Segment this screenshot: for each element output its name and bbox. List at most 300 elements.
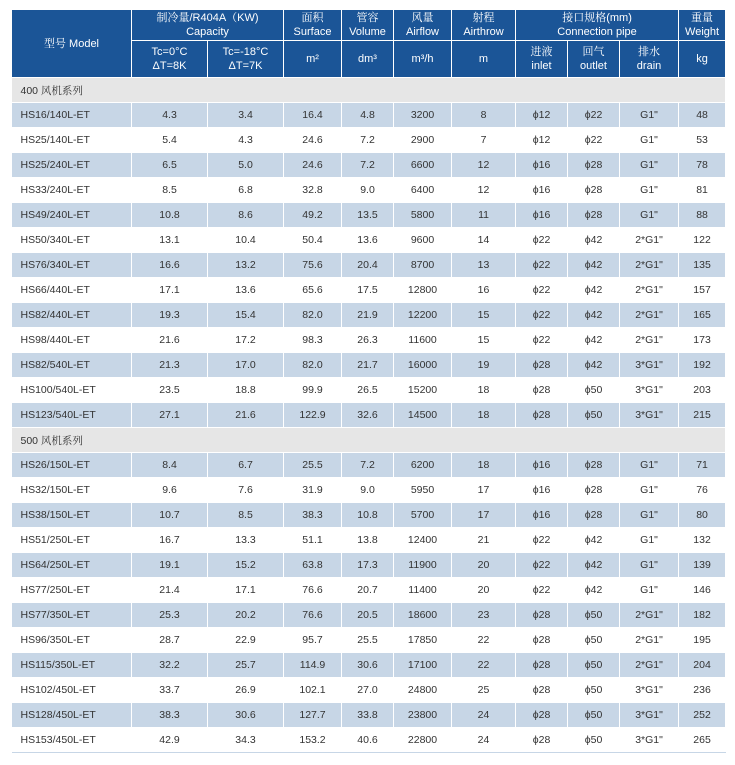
header-outlet: 回气 outlet — [568, 41, 620, 78]
cell-outlet: ϕ42 — [568, 303, 620, 328]
cell-capacity-tc0: 10.7 — [132, 503, 208, 528]
header-weight-unit: kg — [679, 41, 726, 78]
table-row — [12, 553, 726, 578]
cell-capacity-tc0: 16.6 — [132, 253, 208, 278]
cell-drain: 3*G1" — [620, 678, 679, 703]
table-row — [12, 253, 726, 278]
cell-capacity-tc18: 7.6 — [208, 478, 284, 503]
cell-airthrow: 15 — [452, 328, 516, 353]
cell-drain: G1" — [620, 478, 679, 503]
cell-volume: 7.2 — [342, 128, 394, 153]
cell-volume: 13.8 — [342, 528, 394, 553]
cell-airthrow: 18 — [452, 378, 516, 403]
cell-airthrow: 11 — [452, 203, 516, 228]
cell-capacity-tc0: 19.1 — [132, 553, 208, 578]
table-row — [12, 528, 726, 553]
cell-outlet: ϕ50 — [568, 603, 620, 628]
table-row — [12, 503, 726, 528]
cell-surface: 51.1 — [284, 528, 342, 553]
cell-capacity-tc18: 26.9 — [208, 678, 284, 703]
series-title: 400 风机系列 — [12, 78, 726, 103]
cell-volume: 30.6 — [342, 653, 394, 678]
header-surface-unit: m² — [284, 41, 342, 78]
cell-drain: 3*G1" — [620, 353, 679, 378]
cell-weight: 122 — [679, 228, 726, 253]
table-row — [12, 578, 726, 603]
table-row — [12, 353, 726, 378]
cell-outlet: ϕ50 — [568, 728, 620, 753]
cell-weight: 132 — [679, 528, 726, 553]
table-body — [12, 78, 726, 753]
cell-inlet: ϕ16 — [516, 453, 568, 478]
cell-model: HS82/540L-ET — [12, 353, 132, 378]
cell-airflow: 12200 — [394, 303, 452, 328]
cell-inlet: ϕ16 — [516, 503, 568, 528]
cell-capacity-tc18: 6.8 — [208, 178, 284, 203]
cell-volume: 32.6 — [342, 403, 394, 428]
cell-capacity-tc0: 16.7 — [132, 528, 208, 553]
cell-capacity-tc0: 17.1 — [132, 278, 208, 303]
table-row — [12, 178, 726, 203]
cell-airflow: 5950 — [394, 478, 452, 503]
cell-capacity-tc0: 5.4 — [132, 128, 208, 153]
cell-model: HS33/240L-ET — [12, 178, 132, 203]
cell-outlet: ϕ42 — [568, 228, 620, 253]
cell-drain: 2*G1" — [620, 628, 679, 653]
cell-weight: 157 — [679, 278, 726, 303]
cell-capacity-tc18: 17.2 — [208, 328, 284, 353]
cell-airflow: 11900 — [394, 553, 452, 578]
table-row — [12, 378, 726, 403]
cell-surface: 49.2 — [284, 203, 342, 228]
cell-outlet: ϕ42 — [568, 328, 620, 353]
cell-outlet: ϕ42 — [568, 578, 620, 603]
cell-model: HS115/350L-ET — [12, 653, 132, 678]
cell-airthrow: 23 — [452, 603, 516, 628]
cell-weight: 135 — [679, 253, 726, 278]
table-row — [12, 328, 726, 353]
cell-capacity-tc18: 13.2 — [208, 253, 284, 278]
cell-drain: 3*G1" — [620, 403, 679, 428]
cell-surface: 24.6 — [284, 153, 342, 178]
cell-surface: 82.0 — [284, 303, 342, 328]
cell-drain: 3*G1" — [620, 728, 679, 753]
header-volume: 管容 Volume — [342, 10, 394, 41]
cell-weight: 236 — [679, 678, 726, 703]
header-surface: 面积 Surface — [284, 10, 342, 41]
cell-inlet: ϕ16 — [516, 153, 568, 178]
cell-model: HS25/240L-ET — [12, 153, 132, 178]
cell-outlet: ϕ50 — [568, 653, 620, 678]
cell-weight: 76 — [679, 478, 726, 503]
cell-airflow: 14500 — [394, 403, 452, 428]
cell-capacity-tc0: 13.1 — [132, 228, 208, 253]
cell-capacity-tc0: 25.3 — [132, 603, 208, 628]
cell-inlet: ϕ22 — [516, 228, 568, 253]
cell-capacity-tc0: 23.5 — [132, 378, 208, 403]
cell-weight: 53 — [679, 128, 726, 153]
cell-volume: 25.5 — [342, 628, 394, 653]
table-row — [12, 628, 726, 653]
cell-airflow: 6600 — [394, 153, 452, 178]
table-row — [12, 478, 726, 503]
cell-airflow: 2900 — [394, 128, 452, 153]
cell-airflow: 12400 — [394, 528, 452, 553]
cell-weight: 165 — [679, 303, 726, 328]
cell-capacity-tc18: 13.6 — [208, 278, 284, 303]
cell-inlet: ϕ28 — [516, 628, 568, 653]
cell-surface: 16.4 — [284, 103, 342, 128]
cell-airflow: 5700 — [394, 503, 452, 528]
table-row — [12, 103, 726, 128]
cell-airflow: 11600 — [394, 328, 452, 353]
cell-model: HS77/350L-ET — [12, 603, 132, 628]
cell-volume: 40.6 — [342, 728, 394, 753]
cell-model: HS64/250L-ET — [12, 553, 132, 578]
cell-airflow: 6400 — [394, 178, 452, 203]
cell-surface: 24.6 — [284, 128, 342, 153]
cell-model: HS16/140L-ET — [12, 103, 132, 128]
cell-capacity-tc18: 3.4 — [208, 103, 284, 128]
cell-airflow: 6200 — [394, 453, 452, 478]
cell-outlet: ϕ50 — [568, 678, 620, 703]
cell-drain: G1" — [620, 528, 679, 553]
spec-table — [11, 9, 726, 753]
cell-surface: 32.8 — [284, 178, 342, 203]
table-row — [12, 228, 726, 253]
cell-surface: 76.6 — [284, 603, 342, 628]
cell-inlet: ϕ12 — [516, 103, 568, 128]
cell-capacity-tc18: 15.4 — [208, 303, 284, 328]
cell-drain: G1" — [620, 178, 679, 203]
table-row — [12, 403, 726, 428]
cell-capacity-tc0: 38.3 — [132, 703, 208, 728]
cell-weight: 252 — [679, 703, 726, 728]
table-row — [12, 453, 726, 478]
cell-airthrow: 8 — [452, 103, 516, 128]
cell-model: HS38/150L-ET — [12, 503, 132, 528]
cell-outlet: ϕ28 — [568, 453, 620, 478]
cell-volume: 9.0 — [342, 178, 394, 203]
cell-volume: 20.7 — [342, 578, 394, 603]
cell-capacity-tc18: 21.6 — [208, 403, 284, 428]
cell-volume: 26.5 — [342, 378, 394, 403]
cell-weight: 265 — [679, 728, 726, 753]
cell-airthrow: 22 — [452, 653, 516, 678]
cell-surface: 75.6 — [284, 253, 342, 278]
cell-model: HS123/540L-ET — [12, 403, 132, 428]
cell-inlet: ϕ28 — [516, 728, 568, 753]
cell-model: HS82/440L-ET — [12, 303, 132, 328]
cell-weight: 215 — [679, 403, 726, 428]
cell-airthrow: 24 — [452, 703, 516, 728]
cell-drain: 2*G1" — [620, 303, 679, 328]
cell-model: HS77/250L-ET — [12, 578, 132, 603]
cell-outlet: ϕ42 — [568, 553, 620, 578]
cell-airthrow: 16 — [452, 278, 516, 303]
table-row — [12, 153, 726, 178]
cell-inlet: ϕ22 — [516, 303, 568, 328]
cell-capacity-tc0: 8.5 — [132, 178, 208, 203]
cell-inlet: ϕ28 — [516, 403, 568, 428]
header-model: 型号 Model — [12, 10, 132, 78]
cell-surface: 127.7 — [284, 703, 342, 728]
cell-drain: 2*G1" — [620, 653, 679, 678]
cell-outlet: ϕ28 — [568, 153, 620, 178]
cell-volume: 7.2 — [342, 153, 394, 178]
cell-surface: 25.5 — [284, 453, 342, 478]
cell-drain: G1" — [620, 578, 679, 603]
cell-model: HS26/150L-ET — [12, 453, 132, 478]
header-airthrow: 射程 Airthrow — [452, 10, 516, 41]
cell-capacity-tc18: 4.3 — [208, 128, 284, 153]
cell-volume: 20.5 — [342, 603, 394, 628]
cell-outlet: ϕ28 — [568, 178, 620, 203]
header-volume-unit: dm³ — [342, 41, 394, 78]
cell-weight: 71 — [679, 453, 726, 478]
cell-capacity-tc18: 17.1 — [208, 578, 284, 603]
header-tc0: Tc=0°C ΔT=8K — [132, 41, 208, 78]
cell-weight: 146 — [679, 578, 726, 603]
cell-surface: 95.7 — [284, 628, 342, 653]
cell-inlet: ϕ22 — [516, 553, 568, 578]
cell-capacity-tc0: 27.1 — [132, 403, 208, 428]
cell-model: HS51/250L-ET — [12, 528, 132, 553]
cell-drain: G1" — [620, 128, 679, 153]
cell-weight: 139 — [679, 553, 726, 578]
cell-airthrow: 17 — [452, 478, 516, 503]
cell-drain: 3*G1" — [620, 703, 679, 728]
cell-weight: 80 — [679, 503, 726, 528]
cell-outlet: ϕ28 — [568, 478, 620, 503]
cell-airflow: 8700 — [394, 253, 452, 278]
cell-inlet: ϕ22 — [516, 578, 568, 603]
cell-volume: 9.0 — [342, 478, 394, 503]
cell-capacity-tc0: 33.7 — [132, 678, 208, 703]
header-capacity: 制冷量/R404A（KW) Capacity — [132, 10, 284, 41]
cell-volume: 7.2 — [342, 453, 394, 478]
cell-volume: 33.8 — [342, 703, 394, 728]
cell-surface: 114.9 — [284, 653, 342, 678]
cell-capacity-tc0: 21.4 — [132, 578, 208, 603]
cell-drain: G1" — [620, 553, 679, 578]
cell-inlet: ϕ28 — [516, 703, 568, 728]
cell-drain: 3*G1" — [620, 378, 679, 403]
cell-inlet: ϕ28 — [516, 603, 568, 628]
cell-inlet: ϕ28 — [516, 353, 568, 378]
cell-capacity-tc18: 18.8 — [208, 378, 284, 403]
cell-capacity-tc0: 19.3 — [132, 303, 208, 328]
cell-surface: 63.8 — [284, 553, 342, 578]
cell-airthrow: 12 — [452, 153, 516, 178]
cell-weight: 204 — [679, 653, 726, 678]
cell-airflow: 12800 — [394, 278, 452, 303]
cell-outlet: ϕ22 — [568, 103, 620, 128]
cell-airflow: 11400 — [394, 578, 452, 603]
cell-airthrow: 18 — [452, 453, 516, 478]
cell-surface: 102.1 — [284, 678, 342, 703]
cell-airthrow: 15 — [452, 303, 516, 328]
cell-airthrow: 20 — [452, 553, 516, 578]
cell-capacity-tc18: 6.7 — [208, 453, 284, 478]
cell-volume: 4.8 — [342, 103, 394, 128]
cell-surface: 98.3 — [284, 328, 342, 353]
cell-drain: 2*G1" — [620, 328, 679, 353]
cell-drain: G1" — [620, 453, 679, 478]
cell-capacity-tc18: 8.6 — [208, 203, 284, 228]
cell-capacity-tc18: 10.4 — [208, 228, 284, 253]
cell-volume: 17.5 — [342, 278, 394, 303]
cell-weight: 192 — [679, 353, 726, 378]
cell-capacity-tc18: 15.2 — [208, 553, 284, 578]
cell-outlet: ϕ50 — [568, 703, 620, 728]
cell-capacity-tc18: 17.0 — [208, 353, 284, 378]
cell-surface: 50.4 — [284, 228, 342, 253]
cell-weight: 88 — [679, 203, 726, 228]
cell-volume: 21.9 — [342, 303, 394, 328]
cell-outlet: ϕ42 — [568, 528, 620, 553]
cell-capacity-tc0: 10.8 — [132, 203, 208, 228]
cell-weight: 195 — [679, 628, 726, 653]
cell-capacity-tc18: 8.5 — [208, 503, 284, 528]
cell-airthrow: 25 — [452, 678, 516, 703]
series-row — [12, 78, 726, 103]
cell-airflow: 17850 — [394, 628, 452, 653]
cell-volume: 13.5 — [342, 203, 394, 228]
cell-capacity-tc0: 21.3 — [132, 353, 208, 378]
cell-outlet: ϕ50 — [568, 403, 620, 428]
cell-outlet: ϕ42 — [568, 253, 620, 278]
cell-model: HS25/140L-ET — [12, 128, 132, 153]
cell-inlet: ϕ16 — [516, 203, 568, 228]
cell-inlet: ϕ12 — [516, 128, 568, 153]
cell-inlet: ϕ22 — [516, 328, 568, 353]
cell-capacity-tc0: 32.2 — [132, 653, 208, 678]
cell-model: HS32/150L-ET — [12, 478, 132, 503]
cell-volume: 13.6 — [342, 228, 394, 253]
cell-airflow: 23800 — [394, 703, 452, 728]
cell-inlet: ϕ28 — [516, 378, 568, 403]
cell-inlet: ϕ28 — [516, 678, 568, 703]
cell-airthrow: 22 — [452, 628, 516, 653]
header-airthrow-unit: m — [452, 41, 516, 78]
cell-drain: G1" — [620, 153, 679, 178]
cell-model: HS66/440L-ET — [12, 278, 132, 303]
table-row — [12, 203, 726, 228]
cell-airflow: 3200 — [394, 103, 452, 128]
cell-airflow: 17100 — [394, 653, 452, 678]
cell-airthrow: 13 — [452, 253, 516, 278]
cell-outlet: ϕ28 — [568, 503, 620, 528]
cell-airflow: 5800 — [394, 203, 452, 228]
cell-capacity-tc18: 20.2 — [208, 603, 284, 628]
cell-drain: 2*G1" — [620, 603, 679, 628]
cell-airthrow: 21 — [452, 528, 516, 553]
cell-airthrow: 17 — [452, 503, 516, 528]
table-row — [12, 603, 726, 628]
cell-model: HS50/340L-ET — [12, 228, 132, 253]
cell-airthrow: 7 — [452, 128, 516, 153]
cell-surface: 76.6 — [284, 578, 342, 603]
cell-outlet: ϕ42 — [568, 278, 620, 303]
cell-weight: 203 — [679, 378, 726, 403]
header-inlet: 进液 inlet — [516, 41, 568, 78]
cell-airthrow: 12 — [452, 178, 516, 203]
cell-outlet: ϕ28 — [568, 203, 620, 228]
header-airflow-unit: m³/h — [394, 41, 452, 78]
cell-inlet: ϕ16 — [516, 178, 568, 203]
cell-capacity-tc0: 28.7 — [132, 628, 208, 653]
cell-volume: 27.0 — [342, 678, 394, 703]
cell-model: HS102/450L-ET — [12, 678, 132, 703]
cell-inlet: ϕ22 — [516, 278, 568, 303]
cell-drain: G1" — [620, 103, 679, 128]
cell-drain: 2*G1" — [620, 253, 679, 278]
cell-surface: 82.0 — [284, 353, 342, 378]
cell-weight: 78 — [679, 153, 726, 178]
header-weight: 重量 Weight — [679, 10, 726, 41]
cell-inlet: ϕ22 — [516, 253, 568, 278]
cell-airflow: 9600 — [394, 228, 452, 253]
cell-inlet: ϕ28 — [516, 653, 568, 678]
cell-capacity-tc0: 4.3 — [132, 103, 208, 128]
header-tc18: Tc=-18°C ΔT=7K — [208, 41, 284, 78]
table-row — [12, 728, 726, 753]
table-row — [12, 703, 726, 728]
cell-airflow: 24800 — [394, 678, 452, 703]
cell-inlet: ϕ22 — [516, 528, 568, 553]
cell-airthrow: 24 — [452, 728, 516, 753]
cell-volume: 26.3 — [342, 328, 394, 353]
cell-drain: G1" — [620, 503, 679, 528]
header-airflow: 风量 Airflow — [394, 10, 452, 41]
cell-surface: 38.3 — [284, 503, 342, 528]
cell-capacity-tc18: 34.3 — [208, 728, 284, 753]
cell-model: HS98/440L-ET — [12, 328, 132, 353]
table-row — [12, 278, 726, 303]
cell-drain: 2*G1" — [620, 278, 679, 303]
cell-surface: 99.9 — [284, 378, 342, 403]
cell-surface: 122.9 — [284, 403, 342, 428]
cell-weight: 182 — [679, 603, 726, 628]
cell-surface: 153.2 — [284, 728, 342, 753]
cell-capacity-tc18: 5.0 — [208, 153, 284, 178]
cell-outlet: ϕ22 — [568, 128, 620, 153]
cell-capacity-tc18: 13.3 — [208, 528, 284, 553]
table-row — [12, 678, 726, 703]
series-row — [12, 428, 726, 453]
table-row — [12, 303, 726, 328]
cell-airflow: 22800 — [394, 728, 452, 753]
cell-airflow: 18600 — [394, 603, 452, 628]
table-row — [12, 653, 726, 678]
cell-model: HS49/240L-ET — [12, 203, 132, 228]
cell-volume: 20.4 — [342, 253, 394, 278]
cell-outlet: ϕ50 — [568, 378, 620, 403]
series-title: 500 风机系列 — [12, 428, 726, 453]
cell-capacity-tc0: 42.9 — [132, 728, 208, 753]
cell-volume: 21.7 — [342, 353, 394, 378]
cell-volume: 17.3 — [342, 553, 394, 578]
cell-capacity-tc0: 8.4 — [132, 453, 208, 478]
cell-surface: 31.9 — [284, 478, 342, 503]
cell-airthrow: 20 — [452, 578, 516, 603]
cell-weight: 81 — [679, 178, 726, 203]
table-row — [12, 128, 726, 153]
cell-inlet: ϕ16 — [516, 478, 568, 503]
cell-model: HS76/340L-ET — [12, 253, 132, 278]
cell-outlet: ϕ50 — [568, 628, 620, 653]
